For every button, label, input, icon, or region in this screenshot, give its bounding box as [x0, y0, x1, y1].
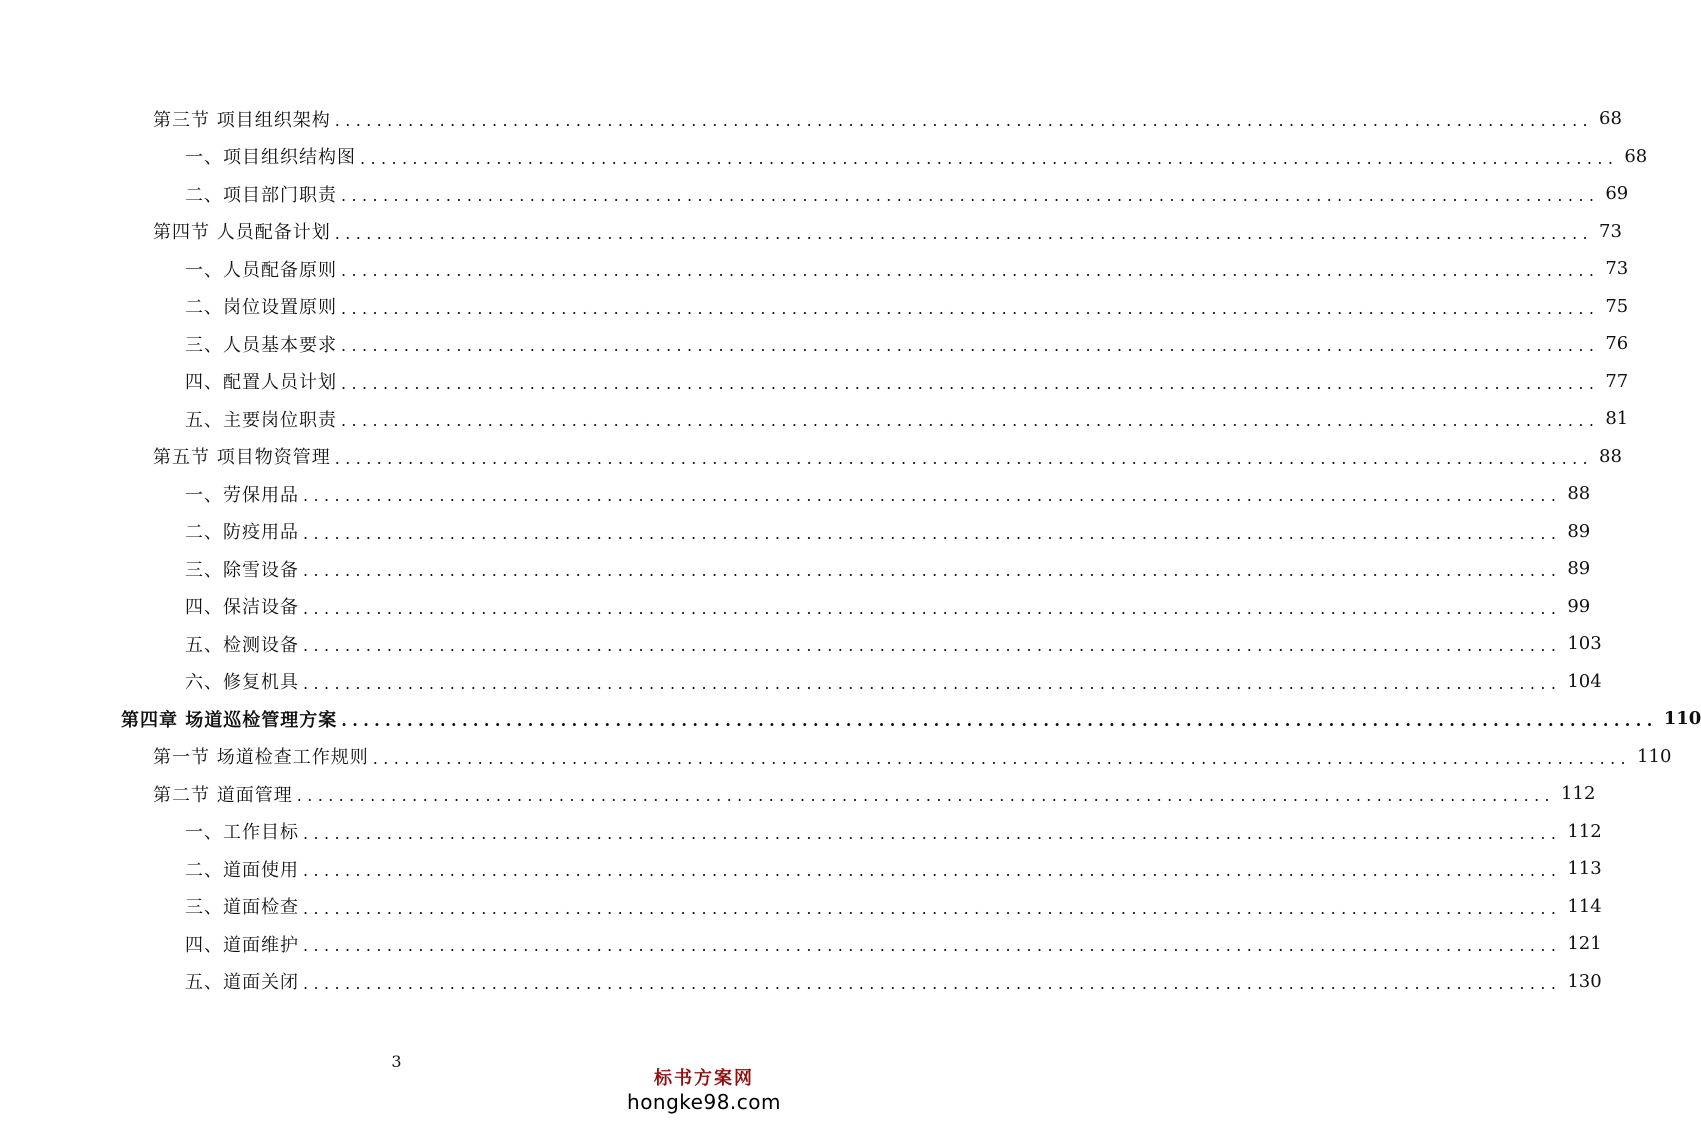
toc-entry[interactable]	[0, 100, 1622, 138]
toc-entry-title: 四、保洁设备	[185, 597, 299, 619]
toc-dot-leader: ........................................................................................................................	[341, 711, 1658, 731]
toc-entry-page: 110	[1637, 745, 1672, 767]
toc-dot-leader: ........................................................................................................................	[372, 748, 1632, 768]
toc-entry[interactable]	[0, 925, 1602, 963]
toc-entry-page: 112	[1561, 783, 1596, 805]
toc-entry[interactable]	[0, 138, 1648, 176]
toc-entry-page: 73	[1599, 220, 1622, 242]
toc-dot-leader: ........................................................................................................................	[303, 861, 1562, 881]
toc-entry-title: 五、主要岗位职责	[185, 409, 337, 431]
toc-entry-page: 130	[1567, 970, 1602, 992]
toc-entry[interactable]	[0, 213, 1622, 251]
toc-entry[interactable]	[0, 363, 1629, 401]
toc-entry-title: 第一节 场道检查工作规则	[153, 747, 369, 769]
toc-dot-leader: ........................................................................................................................	[334, 223, 1594, 243]
toc-entry-title: 第四章 场道巡检管理方案	[121, 709, 338, 731]
toc-entry-title: 五、检测设备	[185, 634, 299, 656]
toc-entry[interactable]	[0, 888, 1602, 926]
toc-entry-title: 第三节 项目组织架构	[153, 109, 331, 131]
toc-entry[interactable]	[0, 550, 1591, 588]
toc-entry-title: 二、项目部门职责	[185, 184, 337, 206]
toc-entry[interactable]	[0, 775, 1596, 813]
toc-dot-leader: ........................................................................................................................	[303, 823, 1562, 843]
table-of-contents	[0, 100, 1701, 1000]
toc-entry[interactable]	[0, 513, 1591, 551]
toc-entry-page: 121	[1567, 933, 1602, 955]
toc-entry[interactable]	[0, 325, 1629, 363]
toc-entry[interactable]	[0, 663, 1602, 701]
toc-entry-page: 88	[1567, 483, 1591, 505]
toc-entry[interactable]	[0, 963, 1602, 1001]
toc-entry-title: 一、人员配备原则	[185, 259, 337, 281]
toc-entry-title: 二、岗位设置原则	[185, 297, 337, 319]
toc-entry-page: 75	[1605, 295, 1629, 317]
toc-dot-leader: ........................................................................................................................	[303, 523, 1562, 543]
toc-dot-leader: ........................................................................................................................	[341, 336, 1600, 356]
toc-entry-title: 二、防疫用品	[185, 522, 299, 544]
toc-entry[interactable]	[0, 588, 1591, 626]
toc-entry-title: 三、人员基本要求	[185, 334, 337, 356]
toc-dot-leader: ........................................................................................................................	[303, 936, 1562, 956]
toc-entry-page: 114	[1567, 895, 1602, 917]
toc-entry[interactable]	[0, 175, 1629, 213]
toc-entry-page: 104	[1567, 670, 1602, 692]
toc-entry-title: 二、道面使用	[185, 859, 299, 881]
toc-dot-leader: ........................................................................................................................	[341, 373, 1600, 393]
watermark-name: 标书方案网	[654, 1068, 754, 1089]
toc-entry-page: 88	[1599, 445, 1622, 467]
toc-entry-title: 五、道面关闭	[185, 972, 299, 994]
toc-dot-leader: ........................................................................................................................	[360, 148, 1619, 168]
toc-entry[interactable]	[0, 625, 1602, 663]
toc-entry-page: 113	[1567, 858, 1602, 880]
toc-dot-leader: ........................................................................................................................	[303, 898, 1562, 918]
toc-entry-page: 68	[1599, 108, 1622, 130]
toc-entry-page: 112	[1567, 820, 1602, 842]
toc-entry-page: 89	[1567, 558, 1591, 580]
toc-entry-title: 一、劳保用品	[185, 484, 299, 506]
toc-dot-leader: ........................................................................................................................	[303, 973, 1562, 993]
toc-entry-page: 68	[1624, 145, 1648, 167]
toc-entry[interactable]	[0, 738, 1672, 776]
toc-entry-title: 第五节 项目物资管理	[153, 447, 331, 469]
watermark-url: hongke98.com	[627, 1090, 781, 1114]
toc-dot-leader: ........................................................................................................................	[334, 448, 1594, 468]
toc-dot-leader: ........................................................................................................................	[341, 411, 1600, 431]
toc-entry-title: 四、配置人员计划	[185, 372, 337, 394]
toc-dot-leader: ........................................................................................................................	[303, 673, 1562, 693]
toc-entry-title: 第二节 道面管理	[153, 784, 293, 806]
toc-dot-leader: ........................................................................................................................	[303, 598, 1562, 618]
toc-entry-page: 99	[1567, 595, 1591, 617]
toc-entry-page: 81	[1605, 408, 1629, 430]
toc-dot-leader: ........................................................................................................................	[334, 111, 1594, 131]
toc-entry[interactable]	[0, 813, 1602, 851]
toc-dot-leader: ........................................................................................................................	[303, 486, 1562, 506]
toc-entry-title: 一、工作目标	[185, 822, 299, 844]
toc-dot-leader: ........................................................................................................................	[341, 298, 1600, 318]
toc-entry[interactable]	[0, 288, 1629, 326]
toc-entry[interactable]	[0, 438, 1622, 476]
toc-entry-page: 69	[1605, 183, 1629, 205]
page-number: 3	[391, 1052, 402, 1071]
toc-entry-title: 三、除雪设备	[185, 559, 299, 581]
toc-dot-leader: ........................................................................................................................	[296, 786, 1556, 806]
toc-entry[interactable]	[0, 475, 1591, 513]
toc-entry-page: 76	[1605, 333, 1629, 355]
toc-entry-page: 77	[1605, 370, 1629, 392]
toc-entry-page: 89	[1567, 520, 1591, 542]
watermark	[627, 1064, 781, 1114]
toc-entry-title: 六、修复机具	[185, 672, 299, 694]
toc-entry[interactable]	[0, 250, 1629, 288]
toc-entry-title: 一、项目组织结构图	[185, 147, 356, 169]
toc-dot-leader: ........................................................................................................................	[341, 186, 1600, 206]
toc-dot-leader: ........................................................................................................................	[303, 636, 1562, 656]
toc-entry-page: 73	[1605, 258, 1629, 280]
toc-entry-page: 103	[1567, 633, 1602, 655]
toc-entry-title: 第四节 人员配备计划	[153, 222, 331, 244]
toc-entry[interactable]	[0, 700, 1701, 738]
toc-entry[interactable]	[0, 850, 1602, 888]
toc-entry-title: 三、道面检查	[185, 897, 299, 919]
toc-dot-leader: ........................................................................................................................	[303, 561, 1562, 581]
toc-entry-page: 110	[1663, 708, 1701, 730]
toc-entry-title: 四、道面维护	[185, 934, 299, 956]
toc-dot-leader: ........................................................................................................................	[341, 261, 1600, 281]
toc-entry[interactable]	[0, 400, 1629, 438]
